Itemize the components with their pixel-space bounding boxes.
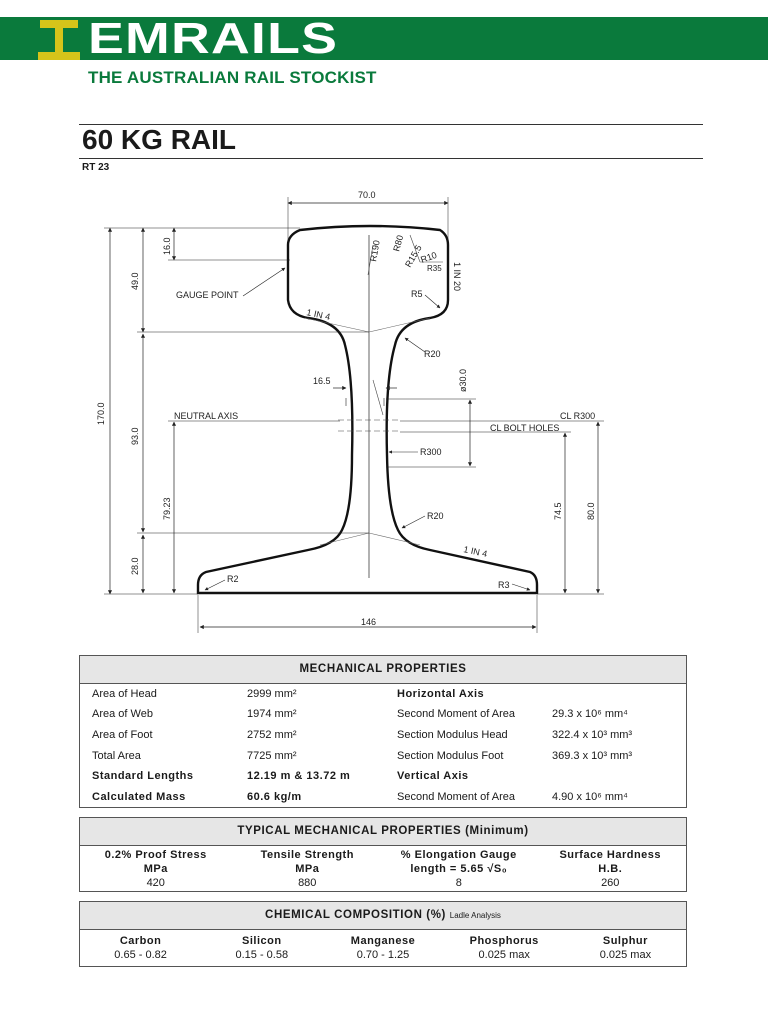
col-header: Phosphorus (469, 935, 539, 947)
col-unit: length = 5.65 √S₀ (410, 863, 508, 875)
rail-profile-outline (198, 226, 537, 593)
cell: Area of Foot (92, 729, 153, 741)
chemical-col (565, 934, 686, 962)
col-header: 0.2% Proof Stress (104, 849, 207, 861)
dim-head-depth: 49.0 (130, 272, 140, 290)
mechanical-properties-table (79, 655, 687, 808)
cell: 7725 mm² (247, 750, 297, 762)
chemical-col (322, 934, 443, 962)
product-code: RT 23 (82, 162, 110, 173)
chemical-col (80, 934, 201, 962)
page-title: 60 KG RAIL (82, 124, 237, 155)
col-header: % Elongation Gauge (400, 849, 517, 861)
cell: Area of Web (92, 708, 153, 720)
label-gauge-point: GAUGE POINT (176, 290, 239, 300)
label-r190: R190 (368, 239, 382, 263)
mechanical-heading: MECHANICAL PROPERTIES (80, 656, 686, 684)
table-row (80, 787, 686, 807)
label-1in4-top: 1 IN 4 (305, 307, 332, 322)
col-value: 880 (298, 877, 317, 889)
col-value: 0.025 max (599, 949, 652, 961)
label-r3: R3 (498, 580, 510, 590)
col-value: 0.15 - 0.58 (235, 949, 289, 961)
title-bottom-rule (79, 158, 703, 159)
label-slope-head: 1 IN 20 (452, 262, 462, 292)
label-1in4-bottom: 1 IN 4 (462, 544, 489, 559)
label-r10: R10 (419, 249, 439, 265)
label-r80: R80 (391, 233, 406, 253)
cell: Second Moment of Area (397, 708, 516, 720)
chemical-heading: CHEMICAL COMPOSITION (%) (265, 909, 446, 921)
col-unit: H.B. (598, 863, 623, 875)
col-unit: MPa (143, 863, 168, 875)
rail-profile-drawing (0, 180, 768, 640)
cell: Second Moment of Area (397, 791, 516, 803)
table-row (80, 766, 686, 786)
col-value: 8 (455, 877, 462, 889)
cell: Horizontal Axis (397, 688, 485, 700)
dim-total-height: 170.0 (96, 402, 106, 425)
dim-foot-depth: 28.0 (130, 557, 140, 575)
dim-cl-r300-height: 80.0 (586, 502, 596, 520)
label-r15-5: R15.5 (403, 243, 424, 269)
cell: 4.90 x 10⁶ mm⁴ (552, 791, 628, 803)
label-r300: R300 (420, 447, 442, 457)
label-r2: R2 (227, 574, 239, 584)
col-header: Surface Hardness (559, 849, 662, 861)
label-r35: R35 (427, 264, 442, 273)
rail-logo-icon (38, 20, 80, 60)
chemical-col (201, 934, 322, 962)
col-value: 260 (601, 877, 620, 889)
label-r5: R5 (411, 289, 423, 299)
typical-col (232, 848, 384, 890)
table-row (80, 704, 686, 724)
dim-foot-width: 146 (361, 617, 377, 627)
chemical-note: Ladle Analysis (449, 911, 501, 920)
col-header: Silicon (242, 935, 282, 947)
col-header: Carbon (119, 935, 162, 947)
label-cl-bolt-holes: CL BOLT HOLES (490, 423, 560, 433)
col-header: Tensile Strength (260, 849, 354, 861)
cell: Calculated Mass (92, 791, 186, 803)
col-value: 0.025 max (478, 949, 530, 961)
label-neutral-axis: NEUTRAL AXIS (174, 411, 239, 421)
cell: 12.19 m & 13.72 m (247, 770, 351, 782)
dim-head-width: 70.0 (358, 190, 376, 200)
label-r20-bottom: R20 (427, 511, 444, 521)
dim-neutral-height: 79.23 (162, 497, 172, 520)
chemical-heading-row (80, 902, 686, 930)
typical-col (383, 848, 535, 890)
typical-properties-table (79, 817, 687, 892)
cell: 322.4 x 10³ mm³ (552, 729, 633, 741)
cell: 2752 mm² (247, 729, 297, 741)
cell: Area of Head (92, 688, 157, 700)
cell: 369.3 x 10³ mm³ (552, 750, 633, 762)
col-unit: MPa (295, 863, 320, 875)
table-row (80, 684, 686, 704)
chemical-columns (80, 934, 686, 962)
chemical-col (444, 934, 565, 962)
col-value: 0.65 - 0.82 (114, 949, 167, 961)
col-header: Sulphur (602, 935, 648, 947)
dim-head-top: 16.0 (162, 237, 172, 255)
cell: 60.6 kg/m (247, 791, 302, 803)
cell: 2999 mm² (247, 688, 297, 700)
cell: Section Modulus Foot (397, 750, 504, 762)
typical-heading: TYPICAL MECHANICAL PROPERTIES (Minimum) (80, 818, 686, 846)
col-value: 0.70 - 1.25 (356, 949, 410, 961)
typical-columns (80, 848, 686, 890)
dim-web-thickness: 16.5 (313, 376, 331, 386)
cell: 1974 mm² (247, 708, 297, 720)
label-r20-top: R20 (424, 349, 441, 359)
col-value: 420 (146, 877, 165, 889)
dim-bolt-height: 74.5 (553, 502, 563, 520)
brand-name: EMRAILS (88, 14, 339, 63)
label-cl-r300: CL R300 (560, 411, 596, 421)
cell: Vertical Axis (397, 770, 469, 782)
table-row (80, 746, 686, 766)
typical-col (80, 848, 232, 890)
cell: Total Area (92, 750, 141, 762)
dim-web-height: 93.0 (130, 427, 140, 445)
chemical-composition-table (79, 901, 687, 967)
table-row (80, 725, 686, 745)
dim-hole-diameter: ø30.0 (458, 368, 468, 392)
cell: Section Modulus Head (397, 729, 508, 741)
typical-col (535, 848, 687, 890)
cell: Standard Lengths (92, 770, 194, 782)
tagline: THE AUSTRALIAN RAIL STOCKIST (88, 68, 377, 87)
cell: 29.3 x 10⁶ mm⁴ (552, 708, 628, 720)
col-header: Manganese (350, 935, 416, 947)
